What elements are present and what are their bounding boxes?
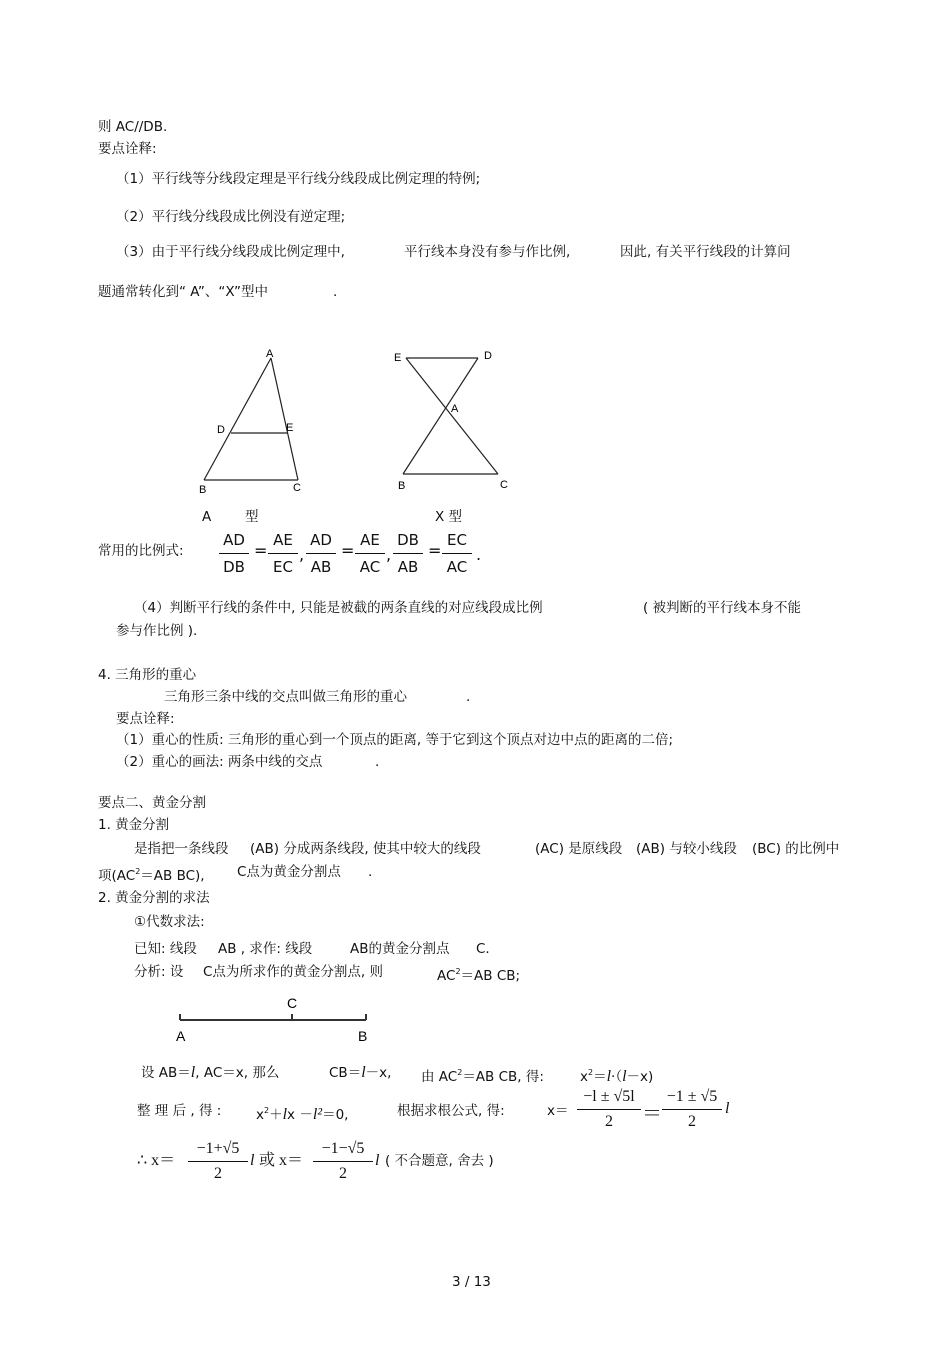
segment-label-a: A <box>176 1028 186 1044</box>
note-3c: 因此, 有关平行线段的计算问 <box>620 244 791 260</box>
centroid-note-2: （2）重心的画法: 两条中线的交点 <box>116 754 323 770</box>
page-number: 3 / 13 <box>452 1274 491 1290</box>
quadratic-formula-label: 根据求根公式, 得: <box>397 1103 505 1119</box>
setup-line: 设 AB＝l, AC＝x, 那么 <box>141 1064 280 1081</box>
caption-x-type: X 型 <box>435 509 463 525</box>
ratio-5: DB AB <box>393 531 423 576</box>
fig-x-label-e: E <box>394 352 402 364</box>
note-3b: 平行线本身没有参与作比例, <box>404 244 571 260</box>
root-l: l <box>725 1100 730 1117</box>
centroid-note-2-period: . <box>375 754 380 770</box>
section-centroid: 4. 三角形的重心 <box>98 667 197 683</box>
line-conclusion: 则 AC//DB. <box>98 119 168 135</box>
golden-def-d: (AB) 与较小线段 <box>636 841 737 857</box>
algebra-method: ①代数求法: <box>134 914 205 930</box>
analysis-a: 分析: 设 <box>134 964 184 980</box>
root-positive-l: l <box>250 1152 255 1169</box>
rearrange-label: 整 理 后 , 得 : <box>137 1103 222 1119</box>
rejected-note: ( 不合题意, 舍去 ) <box>385 1153 494 1169</box>
setup-cb: CB＝l－x, <box>329 1064 392 1081</box>
note-3a: （3）由于平行线分线段成比例定理中, <box>116 244 345 260</box>
caption-a-type: 型 <box>245 509 259 525</box>
note-1: （1）平行线等分线段定理是平行线分线段成比例定理的特例; <box>116 171 481 187</box>
centroid-notes-heading: 要点诠释: <box>116 711 175 727</box>
ratio-1: AD DB <box>219 531 249 576</box>
fig-a-label-a: A <box>266 348 274 360</box>
analysis-c: $AC^2=AB$ CB; <box>437 967 521 984</box>
centroid-def-period: . <box>466 689 471 705</box>
ratio-comma-2: , <box>386 545 392 564</box>
ratio-eq-3: = <box>428 541 442 560</box>
centroid-def: 三角形三条中线的交点叫做三角形的重心 <box>164 689 407 705</box>
segment-label-b: B <box>358 1028 368 1044</box>
note-4a: （4）判断平行线的条件中, 只能是被截的两条直线的对应线段成比例 <box>134 600 543 616</box>
setup-equation: $x^2=l\cdot(l-x)$ <box>580 1068 654 1085</box>
centroid-note-1: （1）重心的性质: 三角形的重心到一个顶点的距离, 等于它到这个顶点对边中点的距离的二倍; <box>116 732 674 748</box>
root-equals: ＝ <box>642 1101 662 1125</box>
fig-x-label-d: D <box>484 350 492 362</box>
note-4b: ( 被判断的平行线本身不能 <box>643 600 802 616</box>
fig-a-label-c: C <box>293 482 301 494</box>
section-golden: 要点二、黄金分割 <box>98 795 206 811</box>
golden-def-f: 项($AC^2=AB$ BC), <box>98 867 205 884</box>
fig-a-label-d: D <box>217 424 225 436</box>
given-c: AB的黄金分割点 <box>350 941 450 957</box>
note-3d: 题通常转化到“ A”、“X”型中 <box>98 284 269 300</box>
fig-x-label-a: A <box>451 403 459 415</box>
golden-1-heading: 1. 黄金分割 <box>98 817 170 833</box>
root-negative-l: l <box>375 1152 380 1169</box>
ratio-3: AD AB <box>306 531 336 576</box>
golden-def-period: . <box>368 864 373 880</box>
fig-a-label-b: B <box>199 484 207 496</box>
given-a: 已知: 线段 <box>134 941 197 957</box>
figure-x-type <box>385 340 525 500</box>
ratio-eq-2: = <box>341 541 355 560</box>
segment-ab-figure <box>170 990 380 1046</box>
given-d: C. <box>476 941 490 957</box>
ratio-eq-1: = <box>254 541 268 560</box>
golden-2-heading: 2. 黄金分割的求法 <box>98 890 210 906</box>
fig-x-label-c: C <box>500 479 508 491</box>
ratio-comma-1: , <box>299 545 305 564</box>
golden-def-c: (AC) 是原线段 <box>535 841 623 857</box>
heading-notes: 要点诠释: <box>98 141 157 157</box>
or-x: 或 x＝ <box>259 1152 304 1169</box>
x-equals: x＝ <box>547 1103 569 1119</box>
setup-from: 由 $AC^2=AB$ CB, 得: <box>421 1068 544 1085</box>
note-3-period: . <box>333 284 338 300</box>
given-b: AB , 求作: 线段 <box>218 941 313 957</box>
root-fraction-2: −1 ± √5 2 <box>662 1088 722 1131</box>
ratio-label: 常用的比例式: <box>98 543 184 559</box>
golden-def-a: 是指把一条线段 <box>134 841 229 857</box>
segment-label-c: C <box>287 995 298 1011</box>
golden-def-e: (BC) 的比例中 <box>752 841 840 857</box>
quadratic-equation: $x^2+lx -l^2=0$, <box>256 1106 349 1123</box>
analysis-b: C点为所求作的黄金分割点, 则 <box>203 964 384 980</box>
golden-def-g: C点为黄金分割点 <box>237 864 341 880</box>
ratio-2: AE EC <box>268 531 298 576</box>
caption-a: A <box>202 509 212 525</box>
therefore-x: ∴ x＝ <box>137 1152 176 1169</box>
ratio-period: . <box>476 545 482 564</box>
golden-def-b: (AB) 分成两条线段, 使其中较大的线段 <box>250 841 481 857</box>
root-negative: −1−√5 2 <box>313 1140 373 1183</box>
root-fraction-1: −l ± √5l 2 <box>577 1088 641 1131</box>
ratio-6: EC AC <box>442 531 472 576</box>
note-4c: 参与作比例 ). <box>116 623 198 639</box>
note-2: （2）平行线分线段成比例没有逆定理; <box>116 209 346 225</box>
ratio-4: AE AC <box>355 531 385 576</box>
root-positive: −1+√5 2 <box>188 1140 248 1183</box>
figure-a-type <box>190 340 320 505</box>
fig-a-label-e: E <box>286 422 294 434</box>
fig-x-label-b: B <box>398 480 406 492</box>
